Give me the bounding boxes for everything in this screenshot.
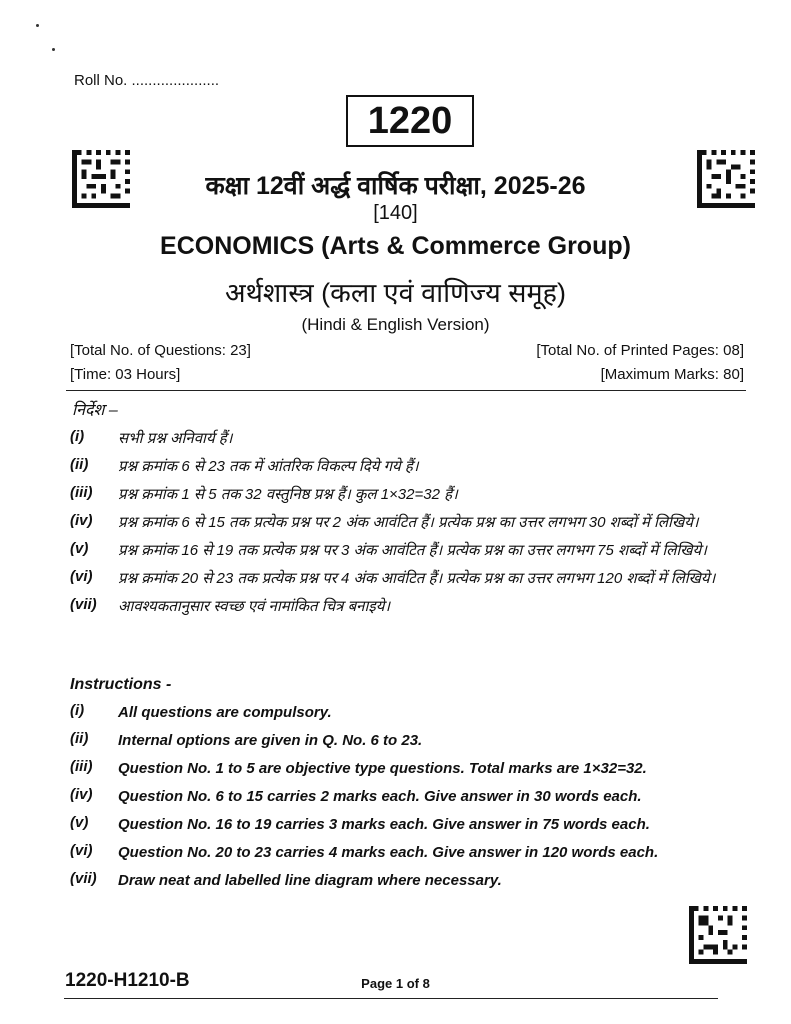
item-text: प्रश्न क्रमांक 6 से 23 तक में आंतरिक विकल्प दिये गये हैं। [118, 458, 419, 475]
instructions-list-hindi [70, 428, 750, 624]
item-text: Question No. 1 to 5 are objective type questions. Total marks are 1×32=32. [118, 760, 647, 777]
subject-title-english: ECONOMICS (Arts & Commerce Group) [160, 232, 631, 260]
item-number: (vii) [70, 870, 97, 887]
paper-code-box: 1220 [346, 95, 474, 147]
printed-pages: [Total No. of Printed Pages: 08] [536, 342, 744, 359]
list-item [70, 428, 750, 450]
list-item [70, 842, 750, 864]
footer-divider [64, 998, 718, 999]
list-item [70, 758, 750, 780]
item-number: (ii) [70, 730, 89, 747]
item-text: प्रश्न क्रमांक 16 से 19 तक प्रत्येक प्रश्न पर 3 अंक आवंटित हैं। प्रत्येक प्रश्न का उत्तर लगभग 75 शब्दों में लिखिये। [118, 542, 707, 559]
list-item [70, 870, 750, 892]
item-text: आवश्यकतानुसार स्वच्छ एवं नामांकित चित्र बनाइये। [118, 598, 391, 615]
item-number: (iv) [70, 512, 93, 529]
item-text: All questions are compulsory. [118, 704, 332, 721]
item-number: (ii) [70, 456, 89, 473]
footer-paper-code: 1220-H1210-B [65, 970, 190, 991]
exam-title: कक्षा 12वीं अर्द्ध वार्षिक परीक्षा, 2025-26 [205, 172, 586, 200]
roll-number-label: Roll No. ..................... [74, 72, 220, 89]
item-number: (v) [70, 814, 89, 831]
item-number: (iii) [70, 758, 93, 775]
item-text: प्रश्न क्रमांक 1 से 5 तक 32 वस्तुनिष्ठ प्रश्न हैं। कुल 1×32=32 हैं। [118, 486, 458, 503]
language-version: (Hindi & English Version) [301, 315, 490, 334]
exam-time: [Time: 03 Hours] [70, 366, 181, 383]
instructions-list-english [70, 702, 750, 898]
instructions-heading-hindi: निर्देश – [72, 402, 118, 419]
list-item [70, 596, 750, 618]
header-divider [66, 390, 746, 391]
data-matrix-code-icon [689, 906, 747, 964]
item-number: (i) [70, 428, 85, 445]
item-text: प्रश्न क्रमांक 6 से 15 तक प्रत्येक प्रश्न पर 2 अंक आवंटित हैं। प्रत्येक प्रश्न का उत्तर लगभग 30 शब्दों में लिखिये। [118, 514, 699, 531]
item-number: (iii) [70, 484, 93, 501]
scan-speck [36, 24, 39, 27]
instructions-heading-english: Instructions - [70, 676, 172, 693]
item-number: (iv) [70, 786, 93, 803]
item-number: (v) [70, 540, 89, 557]
list-item [70, 484, 750, 506]
item-text: Internal options are given in Q. No. 6 to 23. [118, 732, 423, 749]
list-item [70, 702, 750, 724]
list-item [70, 456, 750, 478]
item-text: सभी प्रश्न अनिवार्य हैं। [118, 430, 233, 447]
list-item [70, 512, 750, 534]
item-text: Question No. 20 to 23 carries 4 marks each. Give answer in 120 words each. [118, 844, 659, 861]
list-item [70, 568, 750, 590]
list-item [70, 730, 750, 752]
item-number: (i) [70, 702, 85, 719]
item-text: Draw neat and labelled line diagram where necessary. [118, 872, 502, 889]
item-text: Question No. 16 to 19 carries 3 marks each. Give answer in 75 words each. [118, 816, 650, 833]
subject-code: [140] [373, 202, 418, 224]
scan-speck [52, 48, 55, 51]
total-questions: [Total No. of Questions: 23] [70, 342, 251, 359]
item-number: (vii) [70, 596, 97, 613]
item-number: (vi) [70, 842, 93, 859]
page-number: Page 1 of 8 [361, 976, 430, 991]
item-number: (vi) [70, 568, 93, 585]
list-item [70, 540, 750, 562]
list-item [70, 786, 750, 808]
maximum-marks: [Maximum Marks: 80] [600, 366, 744, 383]
item-text: प्रश्न क्रमांक 20 से 23 तक प्रत्येक प्रश्न पर 4 अंक आवंटित हैं। प्रत्येक प्रश्न का उत्तर लगभग 120 शब्दों में लिखिये। [118, 570, 716, 587]
subject-title-hindi: अर्थशास्त्र (कला एवं वाणिज्य समूह) [225, 278, 566, 308]
list-item [70, 814, 750, 836]
item-text: Question No. 6 to 15 carries 2 marks each. Give answer in 30 words each. [118, 788, 642, 805]
